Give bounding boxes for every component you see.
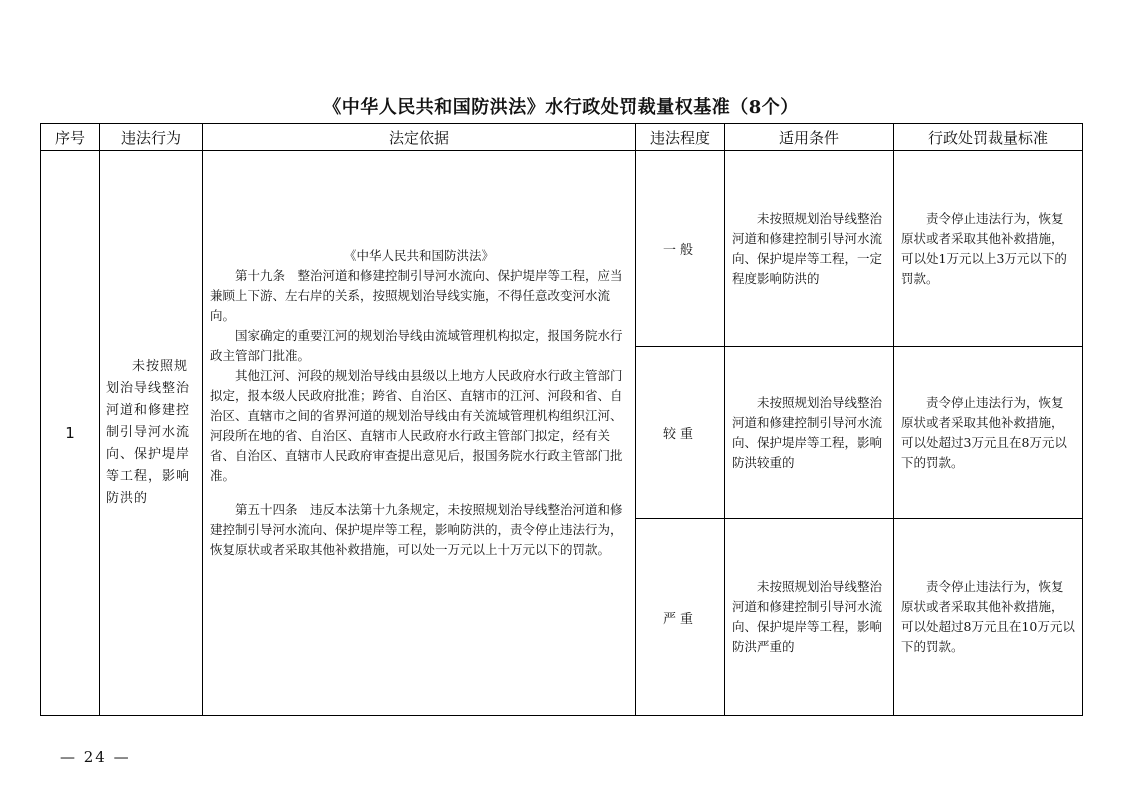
basis-article19-para2: 国家确定的重要江河的规划治导线由流域管理机构拟定，报国务院水行政主管部门批准。 <box>210 328 623 363</box>
standard-serious <box>894 347 1083 519</box>
standard-serious-text: 责令停止违法行为，恢复原状或者采取其他补救措施，可以处超过3万元且在8万元以下的罚款。 <box>901 394 1067 470</box>
basis-article54: 第五十四条 违反本法第十九条规定，未按照规划治导线整治河道和修建控制引导河水流向、保护堤岸等工程，影响防洪的，责令停止违法行为，恢复原状或者采取其他补救措施，可以处一万元以上十万元以下的罚款。 <box>210 502 623 557</box>
page-number: — 24 — <box>60 748 131 766</box>
header-basis: 法定依据 <box>203 124 636 151</box>
standard-general <box>894 151 1083 347</box>
condition-general-text: 未按照规划治导线整治河道和修建控制引导河水流向、保护堤岸等工程，一定程度影响防洪的 <box>732 210 883 286</box>
header-seq: 序号 <box>41 124 100 151</box>
basis-article19-para3: 其他江河、河段的规划治导线由县级以上地方人民政府水行政主管部门拟定，报本级人民政府批准；跨省、自治区、直辖市的江河、河段和省、自治区、直辖市之间的省界河道的规划治导线由有关流域管理机构组织江河、河段所在地的省、自治区、直辖市人民政府水行政主管部门拟定，经有关省、自治区、直辖市人民政府审查提出意见后，报国务院水行政主管部门批准。 <box>210 368 623 483</box>
document-title: 《中华人民共和国防洪法》水行政处罚裁量权基准（8个） <box>323 97 799 118</box>
condition-general <box>725 151 894 347</box>
standard-general-text: 责令停止违法行为，恢复原状或者采取其他补救措施，可以处1万元以上3万元以下的罚款。 <box>901 210 1067 286</box>
degree-general: 一般 <box>636 151 725 347</box>
standard-severe-text: 责令停止违法行为，恢复原状或者采取其他补救措施，可以处超过8万元且在10万元以下的罚款。 <box>901 579 1075 654</box>
header-degree: 违法程度 <box>636 124 725 151</box>
condition-serious <box>725 347 894 519</box>
degree-severe: 严重 <box>636 519 725 716</box>
row-behavior <box>100 151 203 716</box>
condition-serious-text: 未按照规划治导线整治河道和修建控制引导河水流向、保护堤岸等工程，影响防洪较重的 <box>732 394 883 470</box>
row-basis <box>203 151 636 716</box>
standard-severe <box>894 519 1083 716</box>
header-standard: 行政处罚裁量标准 <box>894 124 1083 151</box>
header-behavior: 违法行为 <box>100 124 203 151</box>
behavior-text: 未按照规划治导线整治河道和修建控制引导河水流向、保护堤岸等工程，影响防洪的 <box>106 359 191 506</box>
penalty-standard-table <box>40 123 1083 716</box>
table-header-row <box>41 124 1083 151</box>
degree-serious: 较重 <box>636 347 725 519</box>
basis-article19-para1: 第十九条 整治河道和修建控制引导河水流向、保护堤岸等工程，应当兼顾上下游、左右岸的关系，按照规划治导线实施，不得任意改变河水流向。 <box>210 268 623 323</box>
row-seq: 1 <box>41 151 100 716</box>
table-row <box>41 151 1083 347</box>
header-condition: 适用条件 <box>725 124 894 151</box>
condition-severe <box>725 519 894 716</box>
condition-severe-text: 未按照规划治导线整治河道和修建控制引导河水流向、保护堤岸等工程，影响防洪严重的 <box>732 579 883 654</box>
basis-law-name: 《中华人民共和国防洪法》 <box>343 248 494 263</box>
